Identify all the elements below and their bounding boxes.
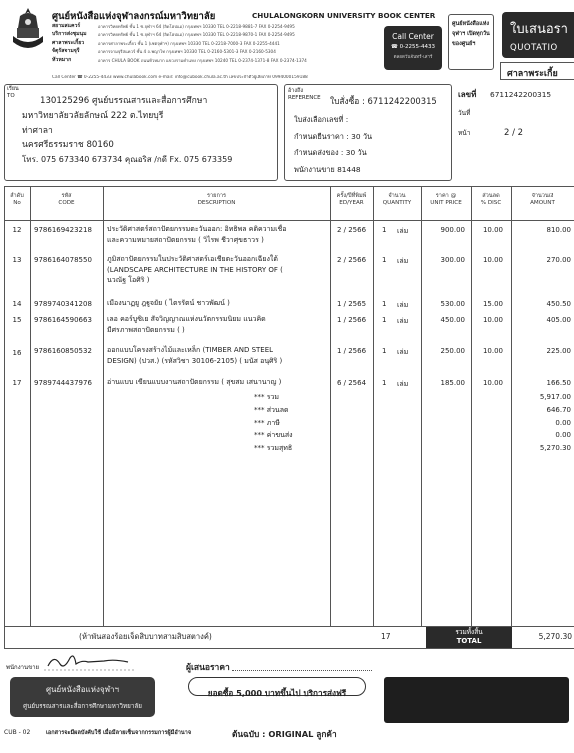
row-discount: 10.00 <box>482 256 503 264</box>
row-unit-price: 250.00 <box>440 347 465 355</box>
header-ed-year: ครั้ง/ปีที่พิมพ์ ED/YEAR <box>336 193 367 206</box>
row-ed-year: 6 / 2564 <box>336 379 367 387</box>
to-label-english: TO <box>7 93 15 99</box>
sales-signature <box>44 650 134 674</box>
salesperson: พนักงานขาย 81448 <box>294 164 361 174</box>
date-label: วันที่ <box>458 109 471 117</box>
row-amount: 405.00 <box>546 316 571 324</box>
row-ed-year: 1 / 2565 <box>336 300 367 308</box>
document-title-english: QUOTATIO <box>510 43 558 53</box>
address-line: อาคารวิทยทรัพย์ ชั้น 1 ซ.จุฬาฯ 64 (ลิดโฮปแอ) กรุงเทพฯ 10330 TEL 0-2218-9870-1 FAX 0-2254-9495 <box>98 32 295 38</box>
row-quantity: 1 <box>382 316 387 324</box>
table-row <box>4 314 574 342</box>
row-description: ประวัติศาสตร์สถาปัตยกรรมตะวันออก: อิทธิพล คติความเชื่อ และความหมายสถาปัตยกรรม ( วิไรพ ชีวาศุขธาวร ) <box>107 225 287 244</box>
summary-value: 0.00 <box>555 418 571 427</box>
stamp-line: ศูนย์บรรณสารและสื่อการศึกษามหาวิทยาลัย <box>23 703 142 710</box>
form-code: CUB - 02 <box>4 729 31 736</box>
summary-labels <box>254 391 293 455</box>
row-discount: 15.00 <box>482 300 503 308</box>
table-row <box>4 254 574 290</box>
branch-label: สยามสแควร์ <box>52 23 81 29</box>
branch-name: ศาลาพระเกี้ย <box>507 69 558 79</box>
branch-label: ศาลาพระเกี้ยว <box>52 39 85 46</box>
to-label <box>7 86 19 100</box>
header-code: รหัส CODE <box>58 193 75 206</box>
to-label-thai: เรียน <box>7 86 19 92</box>
row-unit-price: 530.00 <box>440 300 465 308</box>
row-quantity: 1 <box>382 300 387 308</box>
row-ed-year: 1 / 2566 <box>336 347 367 355</box>
call-center-title: Call Center <box>392 32 434 41</box>
row-ed-year: 1 / 2566 <box>336 316 367 324</box>
row-ed-year: 2 / 2566 <box>336 256 367 264</box>
total-label-box <box>426 627 512 648</box>
summary-label: *** ส่วนลด <box>254 405 289 414</box>
address-line: อาคาร CHULA BOOK ถนนหัวหมาก แขวงรามคำแหง กรุงเทพฯ 10240 TEL 0-2374-1371-8 FAX 0-2374-1374 <box>98 57 307 63</box>
grand-total: 5,270.30 <box>538 632 572 641</box>
table-row <box>4 345 574 373</box>
document-number: 6711242200315 <box>490 90 552 99</box>
reference-value: ใบสั่งซื้อ : 6711242200315 <box>330 96 437 106</box>
customer-line: นครศรีธรรมราช 80160 <box>22 140 114 151</box>
reference-label-english: REFERENCE <box>288 95 321 101</box>
total-quantity: 17 <box>381 632 391 641</box>
row-description: เมืองนาฏยู ฎฐูจยัย ( ไตรรัตน์ ชาวพัฒน์ ) <box>107 299 230 307</box>
header-description: รายการ DESCRIPTION <box>197 193 236 206</box>
total-label-thai: รวมทั้งสิ้น <box>455 628 483 636</box>
row-ed-year: 2 / 2566 <box>336 226 367 234</box>
row-unit: เล่ม <box>397 227 409 235</box>
summary-value: 5,270.30 <box>539 444 571 453</box>
row-unit-price: 900.00 <box>440 226 465 234</box>
call-center-phone: ☎ 0-2255-4433 <box>390 44 436 50</box>
header-unit-price: ราคา @ UNIT PRICE <box>430 193 462 206</box>
summary-values <box>511 391 571 455</box>
row-unit: เล่ม <box>397 257 409 265</box>
row-quantity: 1 <box>382 347 387 355</box>
document-number-label: เลขที่ <box>458 90 477 99</box>
header-amount: จำนวนเงิ AMOUNT <box>530 193 555 206</box>
row-code: 9786164590663 <box>34 316 92 324</box>
page-label: หน้า <box>458 129 471 137</box>
call-center-badge <box>384 26 442 70</box>
row-unit: เล่ม <box>397 380 409 388</box>
summary-value: 0.00 <box>555 431 571 440</box>
copy-label: ต้นฉบับ : ORIGINAL ลูกค้า <box>232 729 337 739</box>
delivery-term: กำหนดส่งของ : 30 วัน <box>294 148 367 157</box>
row-unit: เล่ม <box>397 301 409 309</box>
quoter-signature-line <box>232 670 372 671</box>
row-description: อ่านแบบ เขียนแบบงานสถาปัตยกรรม ( สุขสม เสนานาญ ) <box>107 378 282 386</box>
table-row <box>4 377 574 391</box>
book-center-stamp <box>10 677 155 717</box>
sales-signature-label: พนักงานขาย <box>6 664 40 671</box>
row-amount: 270.00 <box>546 256 571 264</box>
call-center-note: ตลอดวันจันทร์-เสาร์ <box>393 55 433 60</box>
header-discount: ส่วนลด % DISC <box>480 193 502 206</box>
row-description: เลอ คอร์บูซิเย สัจวิญญาณแห่งนวัตกรรมนิยม แนวคิด มีศรภาพสถาปัตยกรรม ( ) <box>107 315 266 334</box>
promo-text: ยอดซื้อ 5,000 บาทขึ้นไป บริการส่งฟรี <box>207 688 347 698</box>
row-no: 14 <box>12 300 22 308</box>
open-daily-badge <box>448 14 494 70</box>
row-amount: 810.00 <box>546 226 571 234</box>
document-title-box <box>502 12 574 58</box>
row-discount: 10.00 <box>482 226 503 234</box>
address-line: อาคารวิทยทรัพย์ ชั้น 1 ซ.จุฬาฯ 64 (ลิดโฮปแอ) กรุงเทพฯ 10330 TEL 0-2218-9881-7 FAX 0-2254-9495 <box>98 24 295 29</box>
header-quantity: จำนวน QUANTITY <box>382 193 412 206</box>
row-discount: 10.00 <box>482 316 503 324</box>
row-unit-price: 300.00 <box>440 256 465 264</box>
summary-value: 5,917.00 <box>539 393 571 401</box>
row-code: 9786169423218 <box>34 226 92 234</box>
invoice-number-label: ใบส่งเลือกเลขที่ : <box>294 115 349 124</box>
row-no: 12 <box>12 226 22 234</box>
branch-box <box>500 62 574 80</box>
center-name-english: CHULALONGKORN UNIVERSITY BOOK CENTER <box>252 11 436 20</box>
stamp-line: ศูนย์หนังสือแห่งจุฬาฯ <box>45 685 120 694</box>
footnote: เอกสารจะมีผลบังคับใช้ เมื่อมีลายเซ็นจากกรรมการผู้มีอำนาจ <box>46 730 192 736</box>
row-no: 13 <box>12 256 22 264</box>
row-unit-price: 450.00 <box>440 316 465 324</box>
summary-label: *** รวมสุทธิ <box>254 444 293 453</box>
address-lines <box>98 23 380 65</box>
table-row <box>4 298 574 312</box>
reference-label <box>288 88 321 102</box>
reference-label-thai: อ้างถึง <box>288 88 304 94</box>
row-unit: เล่ม <box>397 348 409 356</box>
customer-line: ท่าศาลา <box>22 125 53 136</box>
row-code: 9786164078550 <box>34 256 92 264</box>
page-number: 2 / 2 <box>504 128 524 138</box>
row-amount: 450.50 <box>546 300 571 308</box>
row-discount: 10.00 <box>482 347 503 355</box>
call-center-line: Call Center ☎ 0-2255-4433 www.chulabook.com e-mail: info@cubook.chula.ac.th เลขประจำตัวผู้เสียภาษี 0994000159188 <box>52 75 308 80</box>
table-header-divider <box>4 220 574 221</box>
summary-label: *** รวม <box>254 393 280 401</box>
total-row <box>4 627 574 649</box>
row-quantity: 1 <box>382 379 387 387</box>
row-no: 15 <box>12 316 22 324</box>
reference-details <box>294 112 372 178</box>
university-seal-logo <box>8 6 48 54</box>
row-code: 9786160850532 <box>34 347 92 355</box>
price-validity: กำหนดยืนราคา : 30 วัน <box>294 131 373 141</box>
quoter-signature-label: ผู้เสนอราคา <box>186 663 230 673</box>
row-unit-price: 185.00 <box>440 379 465 387</box>
row-description: ภูมิสถาปัตยกรรมในประวัติศาสตร์เอเชียตะวันออกเฉียงใต้ (LANDSCAPE ARCHITECTURE IN THE HISTORY OF ( นวณัฐ โอศิริ ) <box>107 255 283 284</box>
customer-line: 130125296 ศูนย์บรรณสารและสื่อการศึกษา <box>40 96 208 106</box>
header-no: ลำดับ No <box>10 193 24 206</box>
total-label-english: TOTAL <box>456 637 482 645</box>
document-meta <box>458 88 574 138</box>
document-title-thai: ใบเสนอรา <box>510 22 568 37</box>
customer-line: โทร. 075 673340 673734 คุณอริส /กดี Fx. 075 673359 <box>22 155 233 165</box>
branch-label: หัวหมาก <box>52 56 72 63</box>
row-no: 17 <box>12 379 22 387</box>
row-discount: 10.00 <box>482 379 503 387</box>
branch-label: จัตุรัสจามจุรี <box>52 48 80 55</box>
amount-in-words: (ห้าพันสองร้อยเจ็ดสิบบาทสามสิบสตางค์) <box>79 632 212 641</box>
row-no: 16 <box>12 349 22 357</box>
branch-labels <box>52 22 98 64</box>
customer-line: มหาวิทยาลัยวลัยลักษณ์ 222 ต.ไทยบุรี <box>22 110 164 121</box>
center-name-thai: ศูนย์หนังสือแห่งจุฬาลงกรณ์มหาวิทยาลัย <box>52 11 216 22</box>
row-code: 9789744437976 <box>34 379 92 387</box>
row-code: 9789740341208 <box>34 300 92 308</box>
row-quantity: 1 <box>382 256 387 264</box>
address-line: อาคารศาลาพระเกี้ยว ชั้น 1 (เชตจุฬาฯ) กรุงเทพฯ 10330 TEL 0-2218-7000-3 FAX 0-2255-4441 <box>98 40 280 46</box>
table-row <box>4 224 574 254</box>
row-unit: เล่ม <box>397 317 409 325</box>
row-quantity: 1 <box>382 226 387 234</box>
row-amount: 166.50 <box>546 379 571 387</box>
open-daily-text: ศูนย์หนังสือแห่งจุฬาฯ เปิดทุกวัน ของศูนย์ฯ <box>452 21 490 47</box>
customer-address <box>22 94 232 168</box>
summary-label: *** ค่าขนส่ง <box>254 431 293 440</box>
free-shipping-promo <box>188 677 366 696</box>
row-amount: 225.00 <box>546 347 571 355</box>
row-description: ออกแบบโครงสร้างไม้และเหล็ก (TIMBER AND STEEL DESIGN) (ปวส.) (รหัสวิชา 30106-2105) ( มนัส อนุศิริ ) <box>107 346 283 365</box>
summary-value: 646.70 <box>546 405 571 414</box>
branch-label: บริการส่งชุมนุม <box>52 31 87 38</box>
redacted-block <box>384 677 569 723</box>
address-line: อาคารจามจุรีสแควร์ ชั้น 4 ถ.พญาไท กรุงเทพฯ 10330 TEL 0-2160-5301-3 FAX 0-2160-5304 <box>98 49 276 55</box>
summary-label: *** ภาษี <box>254 418 280 427</box>
